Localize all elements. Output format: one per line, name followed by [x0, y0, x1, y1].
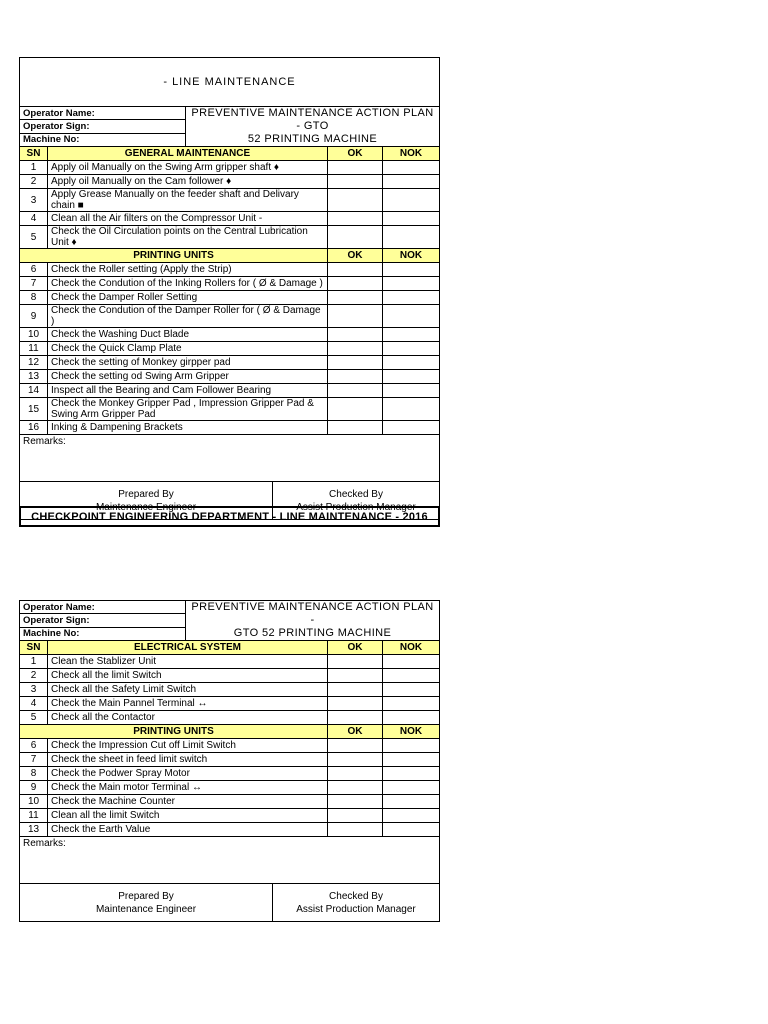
sn-cell: 7 — [20, 277, 48, 291]
nok-cell — [383, 291, 440, 305]
sn-cell: 8 — [20, 767, 48, 781]
sn-cell: 1 — [20, 161, 48, 175]
task-cell: Check the Main Pannel Terminal ↔ — [48, 697, 328, 711]
sn-cell: 6 — [20, 739, 48, 753]
task-cell: Check the Roller setting (Apply the Strip) — [48, 263, 328, 277]
checked-by-label: Checked By — [329, 488, 383, 500]
signature-row — [20, 884, 440, 922]
ok-cell — [328, 277, 383, 291]
sn-cell: 9 — [20, 781, 48, 795]
sn-cell: 9 — [20, 305, 48, 328]
nok-cell — [383, 809, 440, 823]
task-row — [20, 175, 440, 189]
checked-by-cell — [273, 884, 440, 922]
sn-cell: 15 — [20, 398, 48, 421]
ok-cell — [328, 370, 383, 384]
nok-header: NOK — [383, 641, 440, 655]
nok-cell — [383, 753, 440, 767]
ok-cell — [328, 305, 383, 328]
task-cell: Clean the Stablizer Unit — [48, 655, 328, 669]
checked-by-role: Assist Production Manager — [296, 903, 416, 915]
section-header-row — [20, 641, 440, 655]
checked-by-role: Assist Production Manager — [296, 501, 416, 513]
task-row — [20, 305, 440, 328]
sn-cell: 5 — [20, 711, 48, 725]
nok-cell — [383, 384, 440, 398]
nok-cell — [383, 328, 440, 342]
ok-header: OK — [328, 249, 383, 263]
nok-cell — [383, 655, 440, 669]
task-cell: Apply Grease Manually on the feeder shaft and Delivary chain ■ — [48, 189, 328, 212]
nok-cell — [383, 175, 440, 189]
sn-cell: 13 — [20, 823, 48, 837]
operator-name-label: Operator Name: — [20, 601, 186, 614]
ok-cell — [328, 226, 383, 249]
sn-header: SN — [20, 147, 48, 161]
prepared-by-label: Prepared By — [118, 488, 174, 500]
info-row — [20, 107, 440, 120]
task-row — [20, 781, 440, 795]
nok-cell — [383, 711, 440, 725]
nok-cell — [383, 421, 440, 435]
task-row — [20, 291, 440, 305]
sn-cell: 8 — [20, 291, 48, 305]
sn-cell: 13 — [20, 370, 48, 384]
sn-header: SN — [20, 641, 48, 655]
ok-cell — [328, 697, 383, 711]
task-cell: Apply oil Manually on the Swing Arm gripper shaft ♦ — [48, 161, 328, 175]
task-row — [20, 711, 440, 725]
maintenance-sheet-1 — [19, 57, 440, 520]
sn-cell: 12 — [20, 356, 48, 370]
nok-cell — [383, 212, 440, 226]
maintenance-sheet-2 — [19, 600, 440, 922]
task-cell: Check the sheet in feed limit switch — [48, 753, 328, 767]
task-row — [20, 263, 440, 277]
ok-cell — [328, 356, 383, 370]
ok-cell — [328, 753, 383, 767]
task-row — [20, 398, 440, 421]
operator-sign-label: Operator Sign: — [20, 120, 186, 133]
nok-cell — [383, 767, 440, 781]
task-row — [20, 421, 440, 435]
task-row — [20, 809, 440, 823]
sheet2-signature-table — [19, 883, 440, 922]
task-cell: Clean all the Air filters on the Compressor Unit - — [48, 212, 328, 226]
section-title: ELECTRICAL SYSTEM — [48, 641, 328, 655]
nok-cell — [383, 823, 440, 837]
task-cell: Check the setting of Monkey girpper pad — [48, 356, 328, 370]
ok-cell — [328, 781, 383, 795]
task-cell: Check all the limit Switch — [48, 669, 328, 683]
plan-title — [186, 601, 440, 641]
sheet2-info-table — [19, 600, 440, 641]
plan-title — [186, 107, 440, 147]
nok-cell — [383, 226, 440, 249]
task-row — [20, 384, 440, 398]
task-cell: Check the Condution of the Inking Rollers for ( Ø & Damage ) — [48, 277, 328, 291]
task-row — [20, 356, 440, 370]
plan-title-line1: PREVENTIVE MAINTENANCE ACTION PLAN - GTO — [191, 107, 434, 132]
ok-cell — [328, 212, 383, 226]
ok-header: OK — [328, 147, 383, 161]
section-header-row — [20, 725, 440, 739]
section-header-row — [20, 147, 440, 161]
sn-cell: 3 — [20, 189, 48, 212]
sn-cell: 2 — [20, 669, 48, 683]
nok-header: NOK — [383, 249, 440, 263]
info-row — [20, 601, 440, 614]
task-row — [20, 161, 440, 175]
ok-cell — [328, 189, 383, 212]
section-title: PRINTING UNITS — [20, 249, 328, 263]
nok-cell — [383, 683, 440, 697]
ok-cell — [328, 384, 383, 398]
ok-cell — [328, 711, 383, 725]
nok-cell — [383, 356, 440, 370]
remarks-label: Remarks: — [23, 436, 66, 447]
sheet1-title-box: - LINE MAINTENANCE — [19, 57, 440, 107]
sn-cell: 2 — [20, 175, 48, 189]
machine-no-label: Machine No: — [20, 133, 186, 146]
remarks-label: Remarks: — [23, 838, 66, 849]
sn-cell: 11 — [20, 342, 48, 356]
ok-cell — [328, 175, 383, 189]
nok-cell — [383, 189, 440, 212]
ok-cell — [328, 328, 383, 342]
task-cell: Check the Washing Duct Blade — [48, 328, 328, 342]
task-row — [20, 795, 440, 809]
task-cell: Check the Main motor Terminal ↔ — [48, 781, 328, 795]
sn-cell: 3 — [20, 683, 48, 697]
sheet1-info-table — [19, 106, 440, 147]
section-header-row — [20, 249, 440, 263]
task-row — [20, 697, 440, 711]
sheet1-checklist-table — [19, 146, 440, 435]
task-row — [20, 753, 440, 767]
task-row — [20, 669, 440, 683]
sn-cell: 14 — [20, 384, 48, 398]
plan-title-line1: PREVENTIVE MAINTENANCE ACTION PLAN - — [191, 601, 434, 626]
ok-cell — [328, 823, 383, 837]
task-row — [20, 683, 440, 697]
ok-cell — [328, 809, 383, 823]
ok-header: OK — [328, 725, 383, 739]
nok-cell — [383, 739, 440, 753]
ok-cell — [328, 291, 383, 305]
department-banner: CHECKPOINT ENGINEERING DEPARTMENT - LINE MAINTENANCE - 2016 — [19, 506, 440, 527]
sn-cell: 7 — [20, 753, 48, 767]
ok-cell — [328, 683, 383, 697]
sn-cell: 4 — [20, 212, 48, 226]
nok-cell — [383, 795, 440, 809]
ok-cell — [328, 655, 383, 669]
nok-cell — [383, 161, 440, 175]
task-cell: Check the Earth Value — [48, 823, 328, 837]
nok-cell — [383, 781, 440, 795]
nok-cell — [383, 263, 440, 277]
task-row — [20, 655, 440, 669]
task-row — [20, 767, 440, 781]
task-row — [20, 277, 440, 291]
ok-cell — [328, 739, 383, 753]
task-row — [20, 739, 440, 753]
prepared-by-role: Maintenance Engineer — [95, 501, 197, 513]
ok-cell — [328, 263, 383, 277]
prepared-by-role: Maintenance Engineer — [95, 903, 197, 915]
task-cell: Clean all the limit Switch — [48, 809, 328, 823]
task-cell: Check all the Contactor — [48, 711, 328, 725]
nok-cell — [383, 669, 440, 683]
ok-cell — [328, 421, 383, 435]
sn-cell: 4 — [20, 697, 48, 711]
task-cell: Check the setting od Swing Arm Gripper — [48, 370, 328, 384]
task-cell: Check the Impression Cut off Limit Switch — [48, 739, 328, 753]
operator-sign-label: Operator Sign: — [20, 614, 186, 627]
sn-cell: 6 — [20, 263, 48, 277]
section-title: GENERAL MAINTENANCE — [48, 147, 328, 161]
sn-cell: 10 — [20, 328, 48, 342]
task-row — [20, 342, 440, 356]
ok-cell — [328, 767, 383, 781]
task-cell: Check the Machine Counter — [48, 795, 328, 809]
nok-cell — [383, 342, 440, 356]
ok-header: OK — [328, 641, 383, 655]
operator-name-label: Operator Name: — [20, 107, 186, 120]
nok-cell — [383, 697, 440, 711]
nok-cell — [383, 370, 440, 384]
sn-cell: 16 — [20, 421, 48, 435]
nok-cell — [383, 398, 440, 421]
task-row — [20, 189, 440, 212]
nok-cell — [383, 277, 440, 291]
task-cell: Apply oil Manually on the Cam follower ♦ — [48, 175, 328, 189]
task-cell: Check all the Safety Limit Switch — [48, 683, 328, 697]
sn-cell: 1 — [20, 655, 48, 669]
ok-cell — [328, 398, 383, 421]
task-cell: Inking & Dampening Brackets — [48, 421, 328, 435]
prepared-by-label: Prepared By — [118, 890, 174, 902]
sheet2-checklist-table — [19, 640, 440, 837]
remarks-box — [19, 434, 440, 482]
task-row — [20, 823, 440, 837]
task-row — [20, 226, 440, 249]
task-row — [20, 328, 440, 342]
section-title: PRINTING UNITS — [20, 725, 328, 739]
sn-cell: 11 — [20, 809, 48, 823]
task-cell: Check the Damper Roller Setting — [48, 291, 328, 305]
nok-header: NOK — [383, 725, 440, 739]
task-cell: Check the Quick Clamp Plate — [48, 342, 328, 356]
sn-cell: 5 — [20, 226, 48, 249]
plan-title-line2: GTO 52 PRINTING MACHINE — [233, 627, 392, 639]
task-cell: Check the Podwer Spray Motor — [48, 767, 328, 781]
ok-cell — [328, 669, 383, 683]
nok-cell — [383, 305, 440, 328]
task-cell: Check the Oil Circulation points on the Central Lubrication Unit ♦ — [48, 226, 328, 249]
remarks-box — [19, 836, 440, 884]
ok-cell — [328, 795, 383, 809]
ok-cell — [328, 342, 383, 356]
nok-header: NOK — [383, 147, 440, 161]
sn-cell: 10 — [20, 795, 48, 809]
prepared-by-cell — [20, 884, 273, 922]
task-cell: Inspect all the Bearing and Cam Follower Bearing — [48, 384, 328, 398]
task-cell: Check the Condution of the Damper Roller for ( Ø & Damage ) — [48, 305, 328, 328]
machine-no-label: Machine No: — [20, 627, 186, 640]
plan-title-line2: 52 PRINTING MACHINE — [247, 133, 378, 145]
task-row — [20, 370, 440, 384]
checked-by-label: Checked By — [329, 890, 383, 902]
ok-cell — [328, 161, 383, 175]
task-row — [20, 212, 440, 226]
task-cell: Check the Monkey Gripper Pad , Impression Gripper Pad & Swing Arm Gripper Pad — [48, 398, 328, 421]
